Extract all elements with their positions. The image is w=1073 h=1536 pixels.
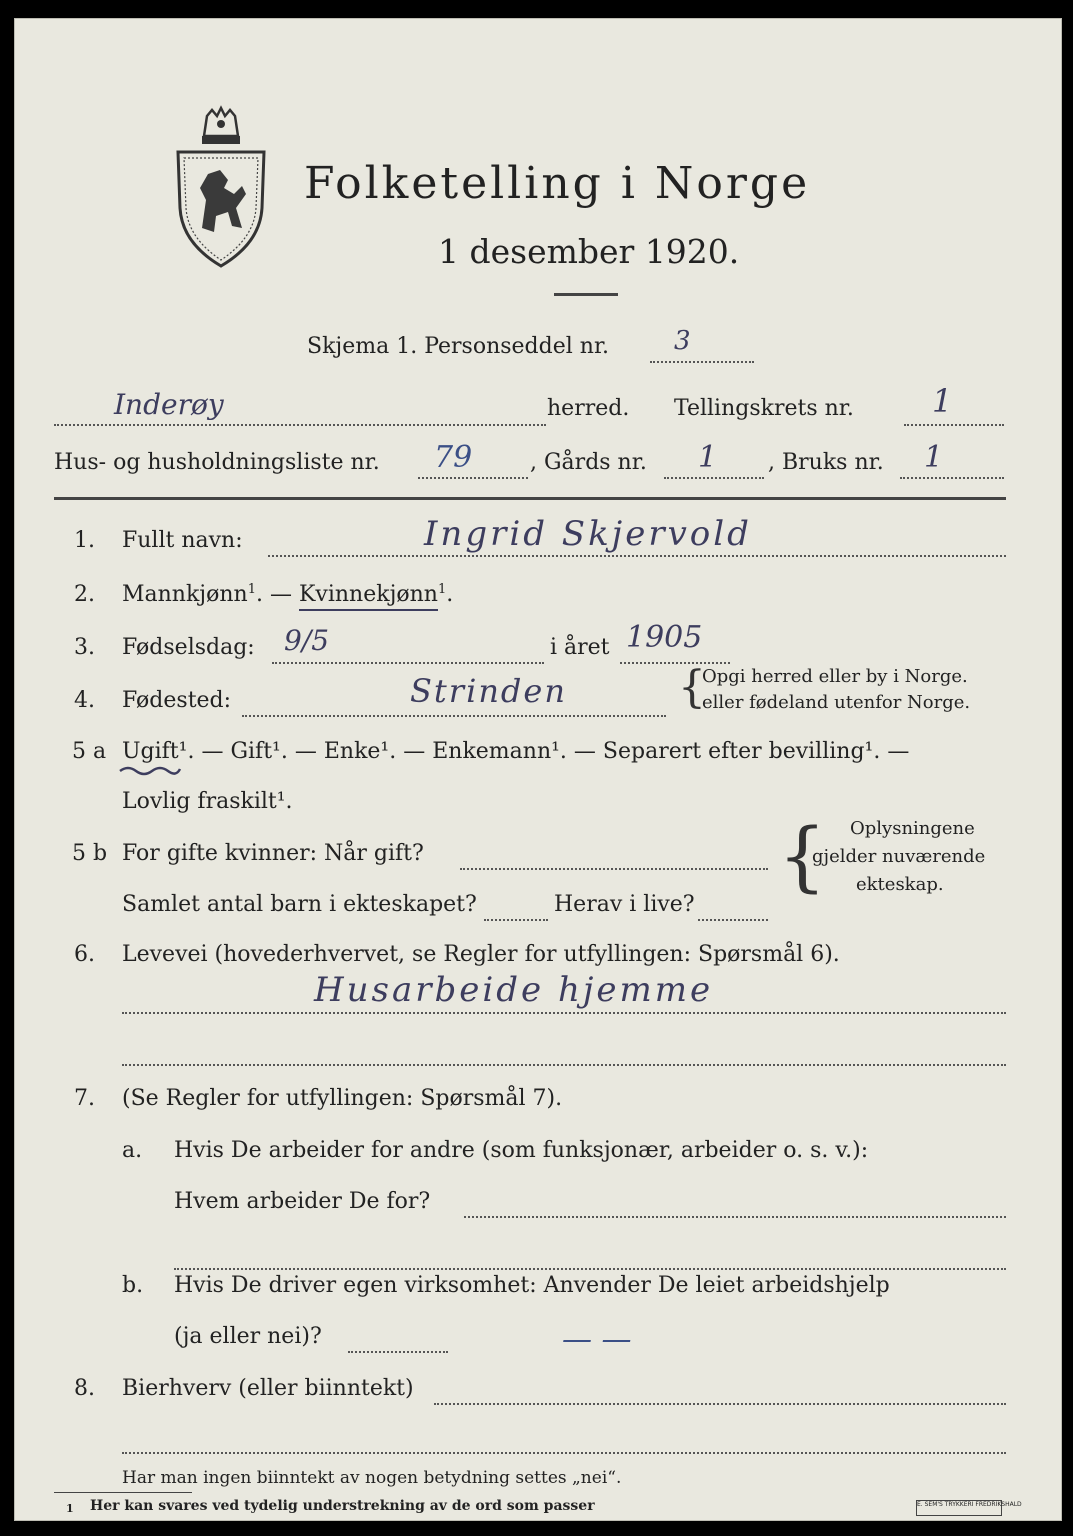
full-name-value[interactable]: Ingrid Skjervold <box>424 514 752 554</box>
q7a-letter: a. <box>122 1138 143 1163</box>
q7a-employer-line <box>464 1216 1006 1218</box>
q8-line <box>434 1403 1006 1405</box>
q4-note-1: Opgi herred eller by i Norge. <box>702 666 968 687</box>
q5b-brace: { <box>778 811 827 900</box>
q5b-children-label: Samlet antal barn i ekteskapet? <box>122 892 477 917</box>
q8-label: Bierhverv (eller biinntekt) <box>122 1376 414 1401</box>
herred-line <box>54 424 546 426</box>
q3-number: 3. <box>74 635 95 660</box>
hus-line <box>418 477 528 479</box>
q7b-letter-visible: b. <box>122 1273 144 1298</box>
ugift-underline <box>118 763 182 777</box>
gards-label: , Gårds nr. <box>530 450 647 475</box>
herred-value[interactable]: Inderøy <box>114 388 224 421</box>
q5b-line1: For gifte kvinner: Når gift? <box>122 841 424 866</box>
header-rule <box>54 497 1006 500</box>
bruks-line <box>900 477 1004 479</box>
gender-female-option[interactable]: Kvinnekjønn <box>299 582 438 611</box>
q1-label: Fullt navn: <box>122 528 243 553</box>
q5b-alive-label: Herav i live? <box>554 892 695 917</box>
q3-label: Fødselsdag: <box>122 635 255 660</box>
q3-year-line <box>620 662 730 664</box>
q7a-extra-line <box>174 1268 1006 1270</box>
q6-line-1 <box>122 1012 1006 1014</box>
q7a-line2: Hvem arbeider De for? <box>174 1189 431 1214</box>
q8-number: 8. <box>74 1376 95 1401</box>
q7b-value[interactable]: — — <box>562 1322 632 1357</box>
q7b-line <box>348 1351 448 1353</box>
coat-of-arms-icon <box>172 108 270 268</box>
q3-year-label: i året <box>550 635 610 660</box>
q3-line <box>272 662 544 664</box>
q7a-line1: Hvis De arbeider for andre (som funksjonær, arbeider o. s. v.): <box>174 1138 869 1163</box>
occupation-value[interactable]: Husarbeide hjemme <box>314 970 714 1010</box>
census-date: 1 desember 1920. <box>438 232 740 271</box>
q5b-married-line <box>460 868 768 870</box>
q5b-note-2: gjelder nuværende <box>812 846 986 867</box>
gards-value[interactable]: 1 <box>698 440 718 475</box>
census-form <box>14 18 1062 1521</box>
hus-label: Hus- og husholdningsliste nr. <box>54 450 380 475</box>
krets-label: Tellingskrets nr. <box>674 396 854 421</box>
q8-note: Har man ingen biinntekt av nogen betydning settes „nei“. <box>122 1468 622 1488</box>
title-divider <box>554 293 618 296</box>
krets-line <box>904 424 1004 426</box>
footnote-rule <box>54 1492 192 1493</box>
q7b-line1: Hvis De driver egen virksomhet: Anvender De leiet arbeidshjelp <box>174 1273 890 1298</box>
schema-number-value[interactable]: 3 <box>674 326 691 356</box>
q7b-line2: (ja eller nei)? <box>174 1324 322 1349</box>
q4-brace: { <box>678 662 706 713</box>
q2-number: 2. <box>74 582 95 607</box>
q5b-alive-line <box>698 919 768 921</box>
q6-number: 6. <box>74 942 95 967</box>
gards-line <box>664 477 764 479</box>
marital-options-2[interactable]: Lovlig fraskilt¹. <box>122 789 293 814</box>
birthday-value[interactable]: 9/5 <box>284 624 330 657</box>
q1-number: 1. <box>74 528 95 553</box>
q4-note-2: eller fødeland utenfor Norge. <box>702 692 971 713</box>
q4-label: Fødested: <box>122 688 232 713</box>
q5b-note-1: Oplysningene <box>850 818 975 839</box>
q5b-note-3: ekteskap. <box>856 874 944 895</box>
q4-line <box>242 715 666 717</box>
birth-year-value[interactable]: 1905 <box>626 620 703 655</box>
q6-label: Levevei (hovederhvervet, se Regler for utfyllingen: Spørsmål 6). <box>122 942 840 967</box>
birthplace-value[interactable]: Strinden <box>410 672 567 710</box>
q6-line-2 <box>122 1064 1006 1066</box>
q8-extra-line <box>122 1452 1006 1454</box>
form-title: Folketelling i Norge <box>304 158 811 209</box>
q5b-children-line <box>484 919 548 921</box>
q7-label: (Se Regler for utfyllingen: Spørsmål 7). <box>122 1086 563 1111</box>
bruks-label: , Bruks nr. <box>768 450 884 475</box>
schema-number-line <box>650 361 754 363</box>
gender-end: . <box>446 582 454 607</box>
herred-label: herred. <box>547 396 630 421</box>
footnote-mark: 1 <box>66 1502 74 1515</box>
q4-number: 4. <box>74 688 95 713</box>
gender-options: Mannkjønn$^1$. — Kvinnekjønn$^1$. <box>122 582 453 607</box>
printer-stamp: E. SEM'S TRYKKERI FREDRIKSHALD <box>916 1500 1002 1516</box>
gender-male-option[interactable]: Mannkjønn <box>122 582 248 607</box>
q5b-number: 5 b <box>72 841 108 866</box>
q5a-number: 5 a <box>72 739 107 764</box>
q1-line <box>268 555 1006 557</box>
bruks-value[interactable]: 1 <box>924 440 944 475</box>
krets-value[interactable]: 1 <box>932 382 953 420</box>
hus-value[interactable]: 79 <box>434 440 473 475</box>
gender-separator: . — <box>256 582 299 607</box>
schema-label: Skjema 1. Personseddel nr. <box>307 334 610 359</box>
footnote-text: Her kan svares ved tydelig understrekning av de ord som passer <box>90 1498 595 1514</box>
marital-options[interactable]: Ugift¹. — Gift¹. — Enke¹. — Enkemann¹. — Separert efter bevilling¹. — <box>122 739 910 764</box>
q7-number: 7. <box>74 1086 95 1111</box>
